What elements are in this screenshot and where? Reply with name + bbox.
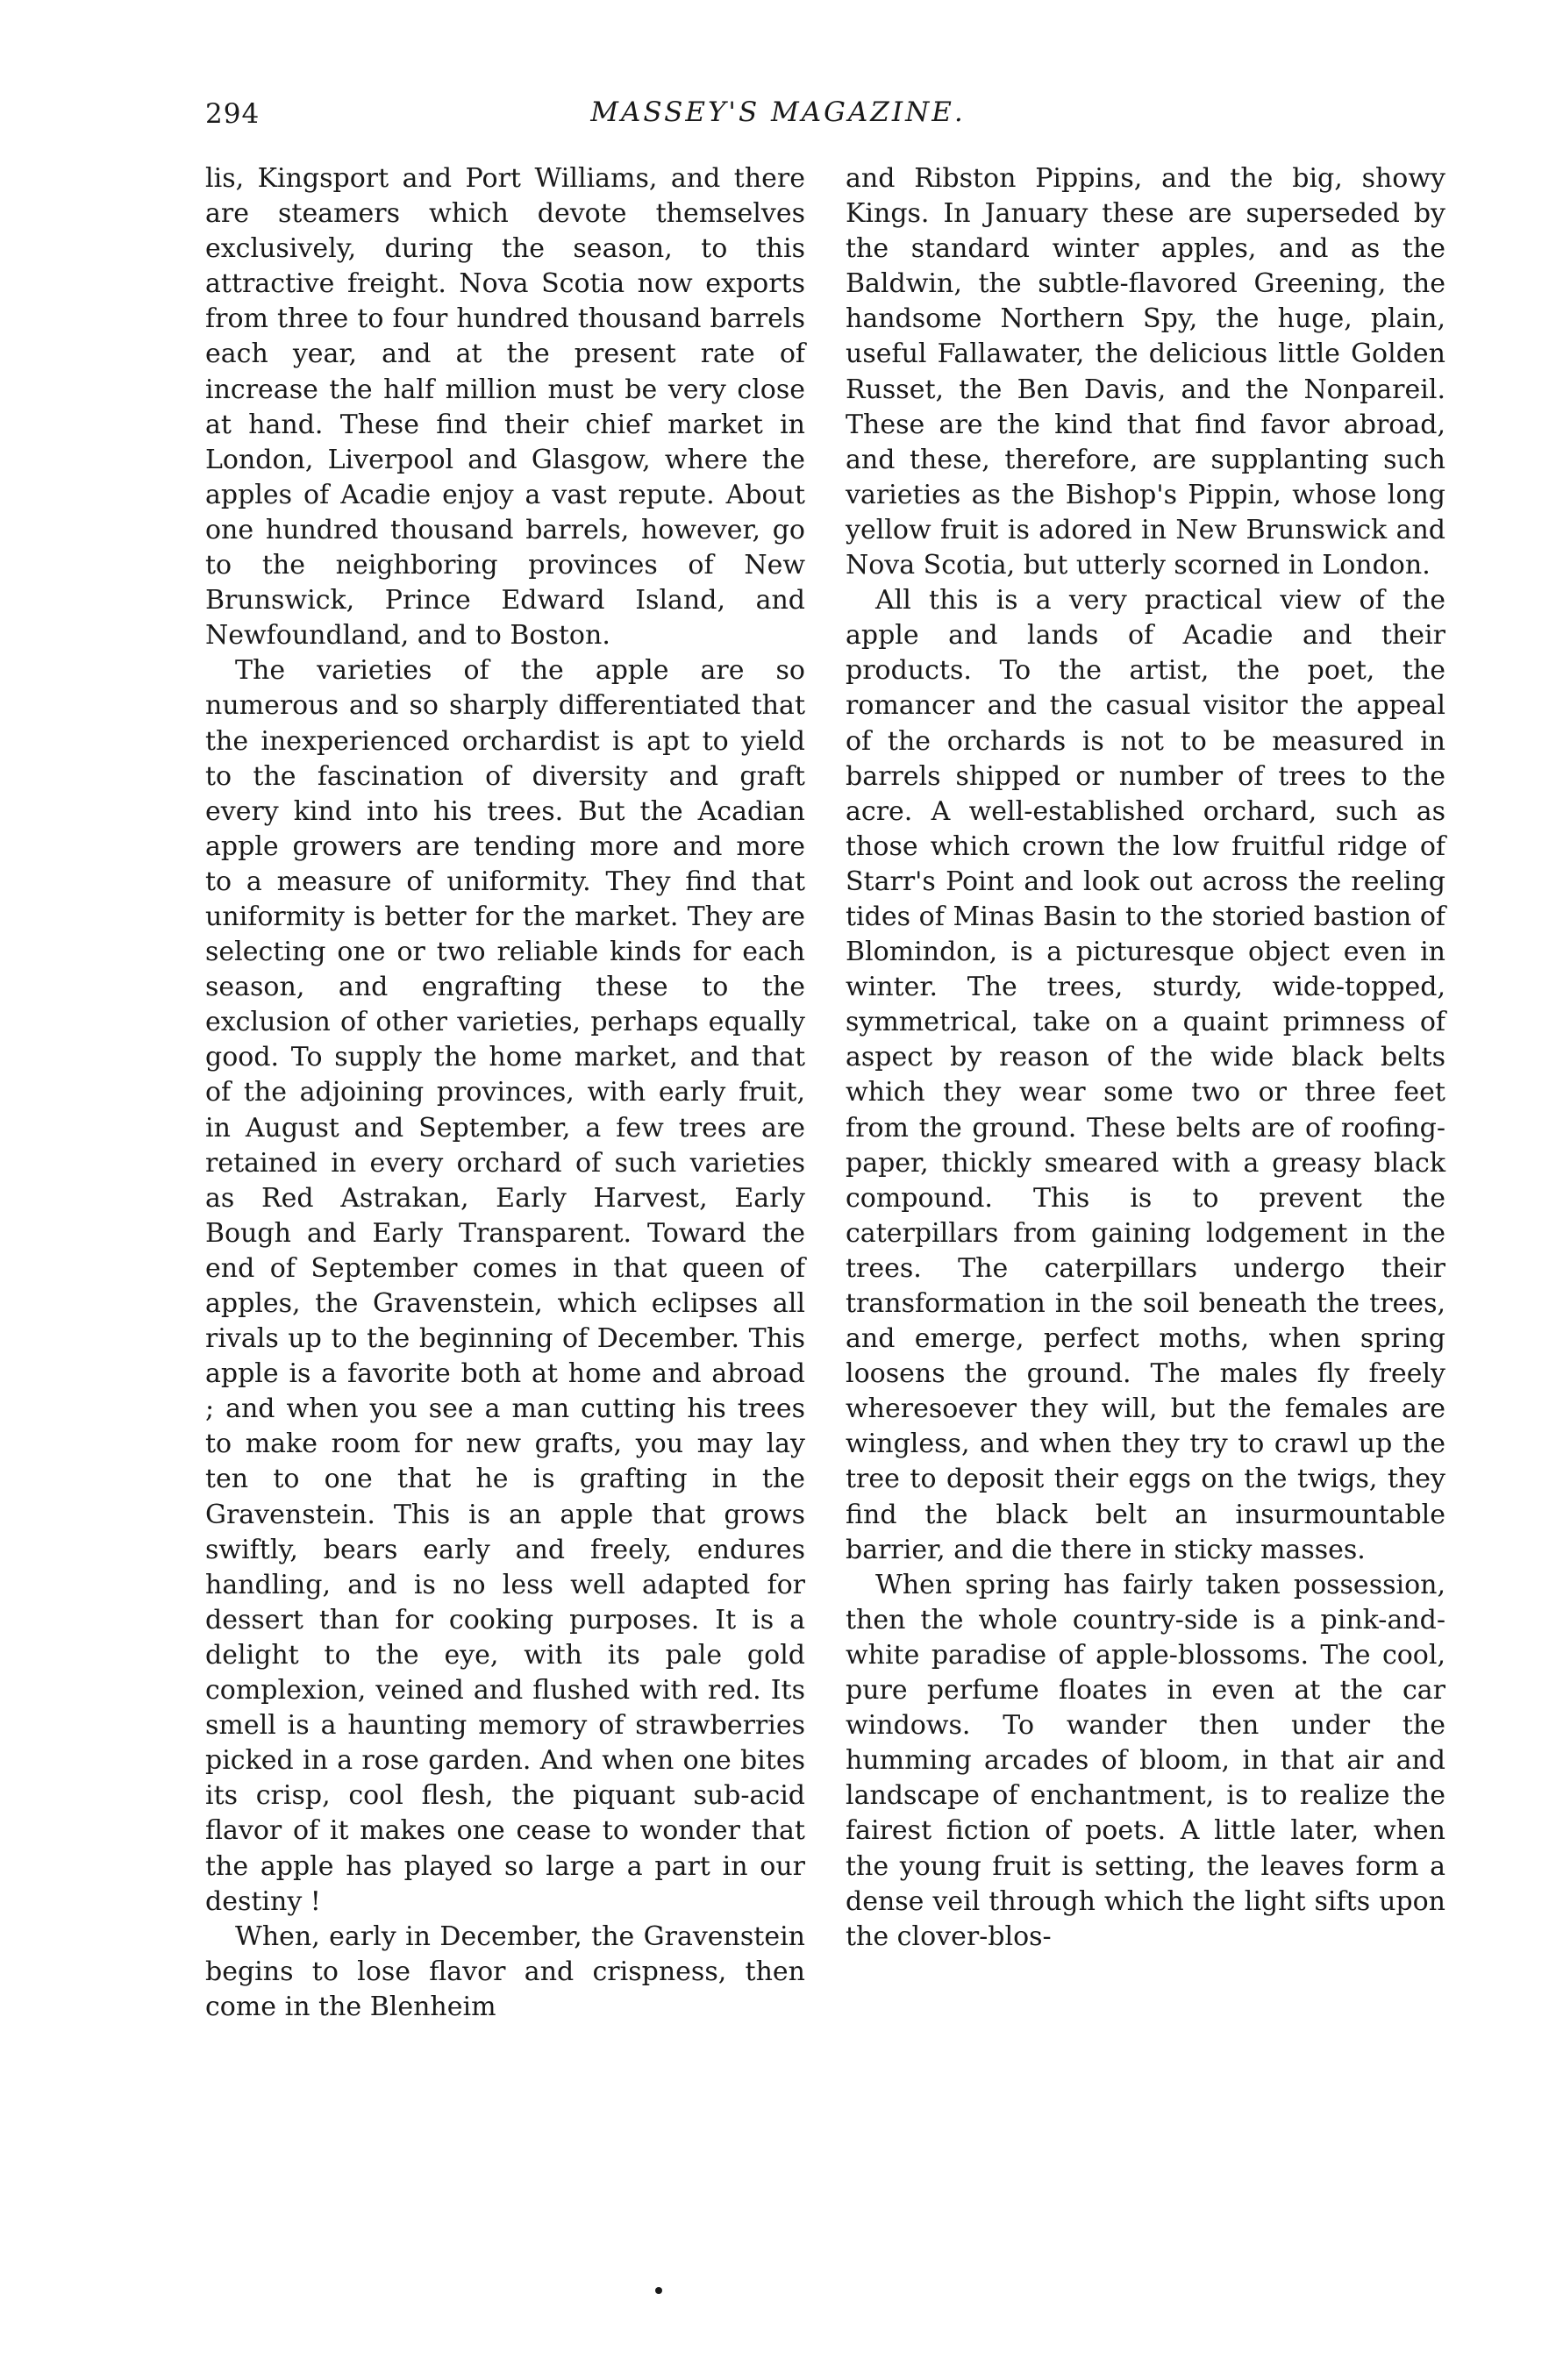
right-column [846,161,1445,1955]
paragraph: The varieties of the apple are so numerous and so sharply differentiated that the inexperienced orchardist is apt to yield to the fascination of diversity and graft every kind into his trees. But the Acadian apple growers are tending more and more to a measure of uniformity. They find that uniformity is better for the market. They are selecting one or two reliable kinds for each season, and engrafting these to the exclusion of other varieties, perhaps equally good. To supply the home market, and that of the adjoining provinces, with early fruit, in August and September, a few trees are retained in every orchard of such varieties as Red Astrakan, Early Harvest, Early Bough and Early Transparent. Toward the end of September comes in that queen of apples, the Gravenstein, which eclipses all rivals up to the beginning of December. This apple is a favorite both at home and abroad ; and when you see a man cutting his trees to make room for new grafts, you may lay ten to one that he is grafting in the Gravenstein. This is an apple that grows swiftly, bears early and freely, endures handling, and is no less well adapted for dessert than for cooking purposes. It is a delight to the eye, with its pale gold complexion, veined and flushed with red. Its smell is a haunting memory of strawberries picked in a rose garden. And when one bites its crisp, cool flesh, the piquant sub-acid flavor of it makes one cease to wonder that the apple has played so large a part in our destiny ! [205,655,805,1917]
paragraph: lis, Kingsport and Port Williams, and there are steamers which devote themselves exclusively, during the season, to this attractive freight. Nova Scotia now exports from three to four hundred thousand barrels each year, and at the present rate of increase the half million must be very close at hand. These find their chief market in London, Liverpool and Glasgow, where the apples of Acadie enjoy a vast repute. About one hundred thousand barrels, however, go to the neighboring provinces of New Brunswick, Prince Edward Island, and Newfoundland, and to Boston. [205,163,805,652]
footer-dot-mark [655,2287,662,2294]
paragraph: and Ribston Pippins, and the big, showy Kings. In January these are superseded by the standard winter apples, and as the Baldwin, the subtle-flavored Greening, the handsome Northern Spy, the huge, plain, useful Fallawater, the delicious little Golden Russet, the Ben Davis, and the Nonpareil. These are the kind that find favor abroad, and these, therefore, are supplanting such varieties as the Bishop's Pippin, whose long yellow fruit is adored in New Brunswick and Nova Scotia, but utterly scorned in London. [846,163,1445,581]
paragraph: When, early in December, the Gravenstein begins to lose flavor and crispness, then come in the Blenheim [205,1920,805,2022]
running-title: MASSEY'S MAGAZINE. [590,96,966,128]
page-number: 294 [205,98,261,130]
left-column [205,161,805,2025]
paragraph: All this is a very practical view of the apple and lands of Acadie and their products. To the artist, the poet, the romancer and the casual visitor the appeal of the orchards is not to be measured in barrels shipped or number of trees to the acre. A well-established orchard, such as those which crown the low fruitful ridge of Starr's Point and look out across the reeling tides of Minas Basin to the storied bastion of Blomindon, is a picturesque object even in winter. The trees, sturdy, wide-topped, symmetrical, take on a quaint primness of aspect by reason of the wide black belts which they wear some two or three feet from the ground. These belts are of roofing-paper, thickly smeared with a greasy black compound. This is to prevent the caterpillars from gaining lodgement in the trees. The caterpillars undergo their transformation in the soil beneath the trees, and emerge, perfect moths, when spring loosens the ground. The males fly freely wheresoever they will, but the females are wingless, and when they try to crawl up the tree to deposit their eggs on the twigs, they find the black belt an insurmountable barrier, and die there in sticky masses. [846,585,1445,1565]
paragraph: When spring has fairly taken possession, then the whole country-side is a pink-and-white paradise of apple-blossoms. The cool, pure perfume floates in even at the car windows. To wander then under the humming arcades of bloom, in that air and landscape of enchantment, is to realize the fairest fiction of poets. A little later, when the young fruit is setting, the leaves form a dense veil through which the light sifts upon the clover-blos- [846,1569,1445,1952]
